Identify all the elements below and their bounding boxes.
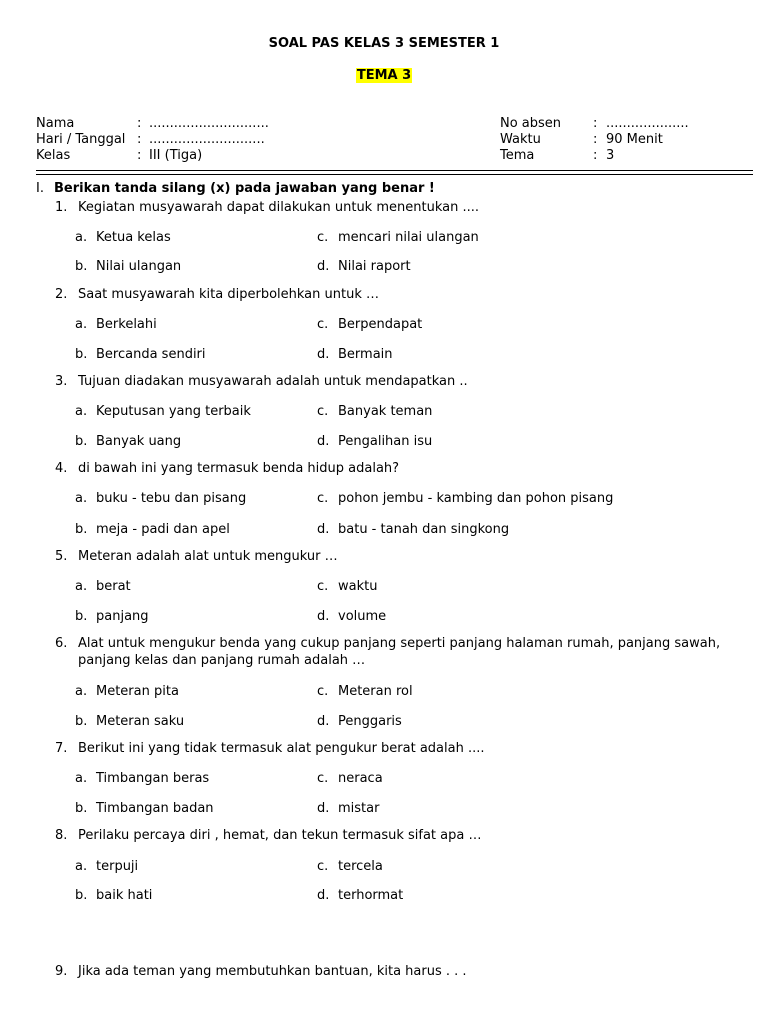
- option-text: baik hati: [96, 888, 153, 903]
- option-letter: a.: [75, 404, 88, 419]
- section-number: I.: [36, 181, 44, 196]
- question-5: [55, 548, 745, 565]
- page-subtitle: [0, 68, 768, 83]
- info-row-waktu: [500, 132, 689, 148]
- option-7d[interactable]: [317, 800, 379, 817]
- option-text: Nilai ulangan: [96, 259, 182, 274]
- option-text: buku - tebu dan pisang: [96, 491, 247, 506]
- option-letter: c.: [317, 491, 329, 506]
- option-text: Meteran saku: [96, 714, 185, 729]
- option-letter: c.: [317, 771, 329, 786]
- option-text: Keputusan yang terbaik: [96, 404, 251, 419]
- option-letter: a.: [75, 579, 88, 594]
- student-info-right: [500, 116, 689, 164]
- question-text: Saat musyawarah kita diperbolehkan untuk …: [78, 287, 379, 302]
- option-letter: b.: [75, 801, 88, 816]
- option-text: Meteran rol: [338, 684, 413, 699]
- option-5c[interactable]: [317, 578, 377, 595]
- info-label: Kelas: [36, 148, 71, 163]
- option-8c[interactable]: [317, 858, 383, 875]
- option-text: volume: [338, 609, 387, 624]
- question-number: 2.: [55, 287, 68, 302]
- info-row-hari-tanggal: [36, 132, 269, 148]
- option-6c[interactable]: [317, 683, 413, 700]
- section-instruction: Berikan tanda silang (x) pada jawaban yang benar !: [54, 181, 435, 196]
- option-7a[interactable]: [75, 770, 209, 787]
- option-letter: a.: [75, 771, 88, 786]
- option-letter: b.: [75, 609, 88, 624]
- option-8d[interactable]: [317, 887, 403, 904]
- option-letter: a.: [75, 230, 88, 245]
- info-value: ............................: [149, 132, 265, 147]
- header-divider-bottom: [36, 174, 753, 175]
- option-text: Pengalihan isu: [338, 434, 433, 449]
- question-text: Meteran adalah alat untuk mengukur …: [78, 549, 338, 564]
- option-text: Timbangan badan: [96, 801, 214, 816]
- question-number: 3.: [55, 374, 68, 389]
- option-7b[interactable]: [75, 800, 214, 817]
- option-text: panjang: [96, 609, 149, 624]
- info-colon: :: [137, 116, 142, 131]
- question-number: 8.: [55, 828, 68, 843]
- option-2b[interactable]: [75, 346, 206, 363]
- option-letter: c.: [317, 404, 329, 419]
- option-text: waktu: [338, 579, 378, 594]
- question-number: 1.: [55, 200, 68, 215]
- option-4b[interactable]: [75, 521, 230, 538]
- option-letter: b.: [75, 347, 88, 362]
- info-label: Nama: [36, 116, 75, 131]
- option-5b[interactable]: [75, 608, 149, 625]
- option-letter: d.: [317, 609, 330, 624]
- question-number: 7.: [55, 741, 68, 756]
- option-letter: d.: [317, 714, 330, 729]
- option-text: Bermain: [338, 347, 393, 362]
- option-1c[interactable]: [317, 229, 479, 246]
- option-text: Berpendapat: [338, 317, 423, 332]
- info-value: .............................: [149, 116, 269, 131]
- question-number: 5.: [55, 549, 68, 564]
- question-9: [55, 963, 745, 980]
- question-text: Perilaku percaya diri , hemat, dan tekun termasuk sifat apa …: [78, 828, 482, 843]
- question-text: di bawah ini yang termasuk benda hidup adalah?: [78, 461, 400, 476]
- option-4d[interactable]: [317, 521, 509, 538]
- header-divider-top: [36, 170, 753, 171]
- option-text: Ketua kelas: [96, 230, 171, 245]
- option-letter: c.: [317, 859, 329, 874]
- info-value: ....................: [606, 116, 689, 131]
- student-info-left: [36, 116, 269, 164]
- page-title: SOAL PAS KELAS 3 SEMESTER 1: [268, 36, 500, 51]
- option-text: Penggaris: [338, 714, 402, 729]
- option-7c[interactable]: [317, 770, 383, 787]
- option-letter: d.: [317, 434, 330, 449]
- question-text: Kegiatan musyawarah dapat dilakukan untuk menentukan ....: [78, 200, 479, 215]
- info-colon: :: [593, 148, 598, 163]
- question-text: Berikut ini yang tidak termasuk alat pengukur berat adalah ....: [78, 741, 485, 756]
- option-text: tercela: [338, 859, 383, 874]
- option-letter: c.: [317, 317, 329, 332]
- option-letter: b.: [75, 714, 88, 729]
- option-text: Banyak teman: [338, 404, 433, 419]
- option-letter: c.: [317, 230, 329, 245]
- option-1d[interactable]: [317, 258, 411, 275]
- option-4a[interactable]: [75, 490, 246, 507]
- info-label: Tema: [500, 148, 535, 163]
- option-letter: a.: [75, 491, 88, 506]
- info-row-nama: [36, 116, 269, 132]
- option-5d[interactable]: [317, 608, 386, 625]
- info-colon: :: [593, 116, 598, 131]
- option-letter: b.: [75, 434, 88, 449]
- option-letter: a.: [75, 859, 88, 874]
- question-3: [55, 373, 745, 390]
- info-colon: :: [593, 132, 598, 147]
- option-3a[interactable]: [75, 403, 251, 420]
- option-8b[interactable]: [75, 887, 152, 904]
- option-text: Timbangan beras: [96, 771, 210, 786]
- option-text: mistar: [338, 801, 380, 816]
- option-6a[interactable]: [75, 683, 179, 700]
- option-letter: c.: [317, 579, 329, 594]
- info-label: Waktu: [500, 132, 541, 147]
- option-1a[interactable]: [75, 229, 171, 246]
- question-text: Alat untuk mengukur benda yang cukup panjang seperti panjang halaman rumah, panjang sawah, panjang kelas dan panjang rumah adalah …: [78, 636, 721, 668]
- option-3b[interactable]: [75, 433, 181, 450]
- option-letter: d.: [317, 888, 330, 903]
- option-letter: d.: [317, 522, 330, 537]
- question-2: [55, 286, 745, 303]
- info-label: No absen: [500, 116, 562, 131]
- option-text: Meteran pita: [96, 684, 179, 699]
- option-text: terpuji: [96, 859, 139, 874]
- option-letter: c.: [317, 684, 329, 699]
- option-text: pohon jembu - kambing dan pohon pisang: [338, 491, 614, 506]
- question-6: [55, 635, 745, 669]
- option-letter: a.: [75, 684, 88, 699]
- option-text: Bercanda sendiri: [96, 347, 206, 362]
- option-letter: d.: [317, 259, 330, 274]
- info-row-kelas: [36, 148, 269, 164]
- info-row-no-absen: [500, 116, 689, 132]
- question-number: 6.: [55, 636, 68, 651]
- info-value: 90 Menit: [606, 132, 663, 147]
- question-text: Jika ada teman yang membutuhkan bantuan, kita harus . . .: [78, 964, 467, 979]
- info-row-tema: [500, 148, 689, 164]
- option-text: mencari nilai ulangan: [338, 230, 479, 245]
- question-1: [55, 199, 745, 216]
- option-letter: b.: [75, 259, 88, 274]
- option-text: meja - padi dan apel: [96, 522, 230, 537]
- option-letter: d.: [317, 801, 330, 816]
- option-text: Nilai raport: [338, 259, 411, 274]
- option-letter: b.: [75, 522, 88, 537]
- info-label: Hari / Tanggal: [36, 132, 126, 147]
- option-text: terhormat: [338, 888, 404, 903]
- option-6d[interactable]: [317, 713, 402, 730]
- option-6b[interactable]: [75, 713, 184, 730]
- option-letter: b.: [75, 888, 88, 903]
- section-header: [36, 181, 435, 196]
- question-7: [55, 740, 745, 757]
- option-2a[interactable]: [75, 316, 157, 333]
- question-number: 9.: [55, 964, 68, 979]
- subtitle-highlight: TEMA 3: [356, 68, 412, 83]
- question-text: Tujuan diadakan musyawarah adalah untuk mendapatkan ..: [78, 374, 468, 389]
- option-1b[interactable]: [75, 258, 181, 275]
- option-5a[interactable]: [75, 578, 131, 595]
- option-letter: d.: [317, 347, 330, 362]
- info-value: 3: [606, 148, 615, 163]
- question-4: [55, 460, 745, 477]
- option-3d[interactable]: [317, 433, 432, 450]
- option-2c[interactable]: [317, 316, 422, 333]
- question-number: 4.: [55, 461, 68, 476]
- option-text: Berkelahi: [96, 317, 157, 332]
- option-8a[interactable]: [75, 858, 138, 875]
- option-2d[interactable]: [317, 346, 393, 363]
- option-text: batu - tanah dan singkong: [338, 522, 510, 537]
- question-8: [55, 827, 745, 844]
- info-value: III (Tiga): [149, 148, 203, 163]
- option-4c[interactable]: [317, 490, 613, 507]
- option-letter: a.: [75, 317, 88, 332]
- info-colon: :: [137, 148, 142, 163]
- info-colon: :: [137, 132, 142, 147]
- option-3c[interactable]: [317, 403, 432, 420]
- option-text: neraca: [338, 771, 383, 786]
- option-text: berat: [96, 579, 131, 594]
- option-text: Banyak uang: [96, 434, 182, 449]
